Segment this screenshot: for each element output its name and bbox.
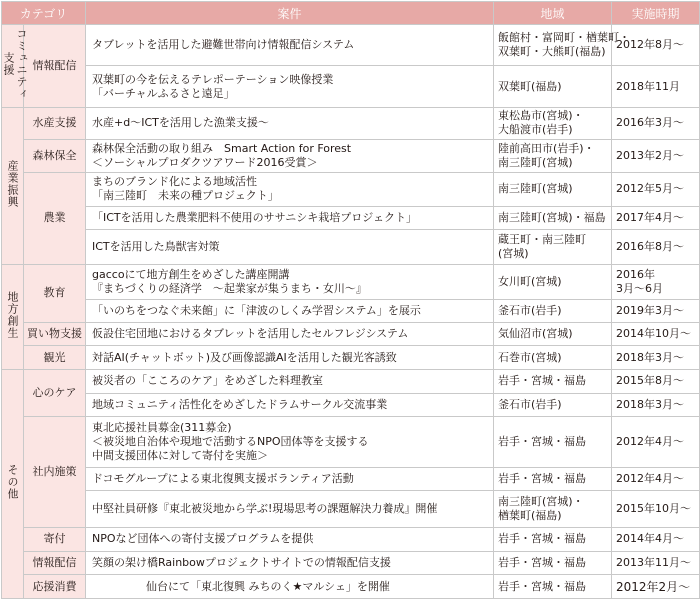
date-cell: 2016年3月～: [612, 107, 700, 139]
case-cell: 中堅社員研修『東北被災地から学ぶ!現場思考の課題解決力養成』開催: [86, 491, 494, 528]
date-cell: 2019年3月～: [612, 300, 700, 323]
region-cell: 岩手・宮城・福島: [494, 527, 612, 551]
date-cell: 2015年8月～: [612, 369, 700, 393]
table-row: [2, 575, 700, 599]
case-cell: 仮設住宅団地におけるタブレットを活用したセルフレジシステム: [86, 322, 494, 346]
region-cell: 石巻市(宮城): [494, 346, 612, 370]
case-cell: 東北応援社員募金(311募金) ＜被災地自治体や現地で活動するNPO団体等を支援する 中間支援団体に対して寄付を実施＞: [86, 417, 494, 468]
case-cell: 地域コミュニティ活性化をめざしたドラムサークル交流事業: [86, 393, 494, 417]
date-cell: 2012年4月～: [612, 467, 700, 491]
date-cell: 2012年8月～: [612, 25, 700, 66]
table-row: [2, 417, 700, 468]
region-cell: 南三陸町(宮城): [494, 173, 612, 206]
category-industry-promotion: 産業振興: [2, 107, 24, 264]
header-date: 実施時期: [612, 2, 700, 25]
header-region: 地域: [494, 2, 612, 25]
table-header-row: [2, 2, 700, 25]
subcategory-internal-measures: 社内施策: [24, 417, 86, 528]
table-row: [2, 322, 700, 346]
subcategory-education: 教育: [24, 264, 86, 322]
table-row: [2, 173, 700, 206]
region-cell: 岩手・宮城・福島: [494, 417, 612, 468]
date-cell: 2012年2月～: [612, 575, 700, 599]
table-row: [2, 107, 700, 139]
date-cell: 2012年4月～: [612, 417, 700, 468]
subcategory-shopping-support: 買い物支援: [24, 322, 86, 346]
subcategory-mental-care: 心のケア: [24, 369, 86, 416]
category-community-support: コミュニティ 支援: [2, 25, 24, 108]
table-row: [2, 551, 700, 575]
header-case: 案件: [86, 2, 494, 25]
region-cell: 南三陸町(宮城)・福島: [494, 206, 612, 230]
region-cell: 釜石市(岩手): [494, 300, 612, 323]
table-row: [2, 66, 700, 107]
table-row: [2, 230, 700, 264]
table-row: [2, 369, 700, 393]
case-cell: 対話AI(チャットボット)及び画像認識AIを活用した観光客誘致: [86, 346, 494, 370]
case-cell: まちのブランド化による地域活性 「南三陸町 未来の種プロジェクト」: [86, 173, 494, 206]
date-cell: 2018年11月: [612, 66, 700, 107]
date-cell: 2016年8月～: [612, 230, 700, 264]
table-row: [2, 467, 700, 491]
region-cell: 飯館村・富岡町・楢葉町・ 双葉町・大熊町(福島): [494, 25, 612, 66]
region-cell: 釜石市(岩手): [494, 393, 612, 417]
subcategory-donation: 寄付: [24, 527, 86, 551]
case-cell: ドコモグループによる東北復興支援ボランティア活動: [86, 467, 494, 491]
table-row: [2, 491, 700, 528]
category-regional-revitalization: 地方創生: [2, 264, 24, 369]
date-cell: 2017年4月～: [612, 206, 700, 230]
date-cell: 2012年5月～: [612, 173, 700, 206]
date-cell: 2013年11月～: [612, 551, 700, 575]
category-other: その他: [2, 369, 24, 598]
case-cell: 「いのちをつなぐ未来館」に「津波のしくみ学習システム」を展示: [86, 300, 494, 323]
table-row: [2, 25, 700, 66]
case-cell: 双葉町の今を伝えるテレポーテーション映像授業 「バーチャルふるさと遠足」: [86, 66, 494, 107]
date-cell: 2014年4月～: [612, 527, 700, 551]
case-cell: 「ICTを活用した農業肥料不使用のササニシキ栽培プロジェクト」: [86, 206, 494, 230]
table-row: [2, 346, 700, 370]
case-cell: NPOなど団体への寄付支援プログラムを提供: [86, 527, 494, 551]
date-cell: 2014年10月～: [612, 322, 700, 346]
case-cell: 被災者の「こころのケア」をめざした料理教室: [86, 369, 494, 393]
region-cell: 南三陸町(宮城)・ 楢葉町(福島): [494, 491, 612, 528]
region-cell: 岩手・宮城・福島: [494, 551, 612, 575]
table-row: [2, 206, 700, 230]
case-cell: 水産+d～ICTを活用した漁業支援～: [86, 107, 494, 139]
header-category: カテゴリ: [2, 2, 86, 25]
region-cell: 岩手・宮城・福島: [494, 467, 612, 491]
region-cell: 蔵王町・南三陸町 (宮城): [494, 230, 612, 264]
support-table: [1, 1, 700, 599]
region-cell: 気仙沼市(宮城): [494, 322, 612, 346]
date-cell: 2018年3月～: [612, 346, 700, 370]
table-row: [2, 393, 700, 417]
date-cell: 2016年 3月～6月: [612, 264, 700, 299]
region-cell: 双葉町(福島): [494, 66, 612, 107]
table-row: [2, 264, 700, 299]
subcategory-fisheries: 水産支援: [24, 107, 86, 139]
subcategory-info-delivery: 情報配信: [24, 25, 86, 108]
region-cell: 陸前高田市(岩手)・ 南三陸町(宮城): [494, 139, 612, 172]
subcategory-forest: 森林保全: [24, 139, 86, 172]
subcategory-support-consumption: 応援消費: [24, 575, 86, 599]
region-cell: 東松島市(宮城)・ 大船渡市(岩手): [494, 107, 612, 139]
case-cell: 仙台にて「東北復興 みちのく★マルシェ」を開催: [86, 575, 494, 599]
table-row: [2, 527, 700, 551]
subcategory-tourism: 観光: [24, 346, 86, 370]
table-row: [2, 300, 700, 323]
case-cell: ICTを活用した鳥獣害対策: [86, 230, 494, 264]
subcategory-info-delivery-2: 情報配信: [24, 551, 86, 575]
case-cell: 笑顔の架け橋Rainbowプロジェクトサイトでの情報配信支援: [86, 551, 494, 575]
date-cell: 2015年10月～: [612, 491, 700, 528]
case-cell: タブレットを活用した避難世帯向け情報配信システム: [86, 25, 494, 66]
region-cell: 岩手・宮城・福島: [494, 575, 612, 599]
case-cell: 森林保全活動の取り組み Smart Action for Forest ＜ソーシャルプロダクツアワード2016受賞＞: [86, 139, 494, 172]
date-cell: 2018年3月～: [612, 393, 700, 417]
case-cell: gaccoにて地方創生をめざした講座開講 『まちづくりの経済学 ～起業家が集うまち・女川～』: [86, 264, 494, 299]
region-cell: 女川町(宮城): [494, 264, 612, 299]
subcategory-agriculture: 農業: [24, 173, 86, 264]
region-cell: 岩手・宮城・福島: [494, 369, 612, 393]
date-cell: 2013年2月～: [612, 139, 700, 172]
table-row: [2, 139, 700, 172]
